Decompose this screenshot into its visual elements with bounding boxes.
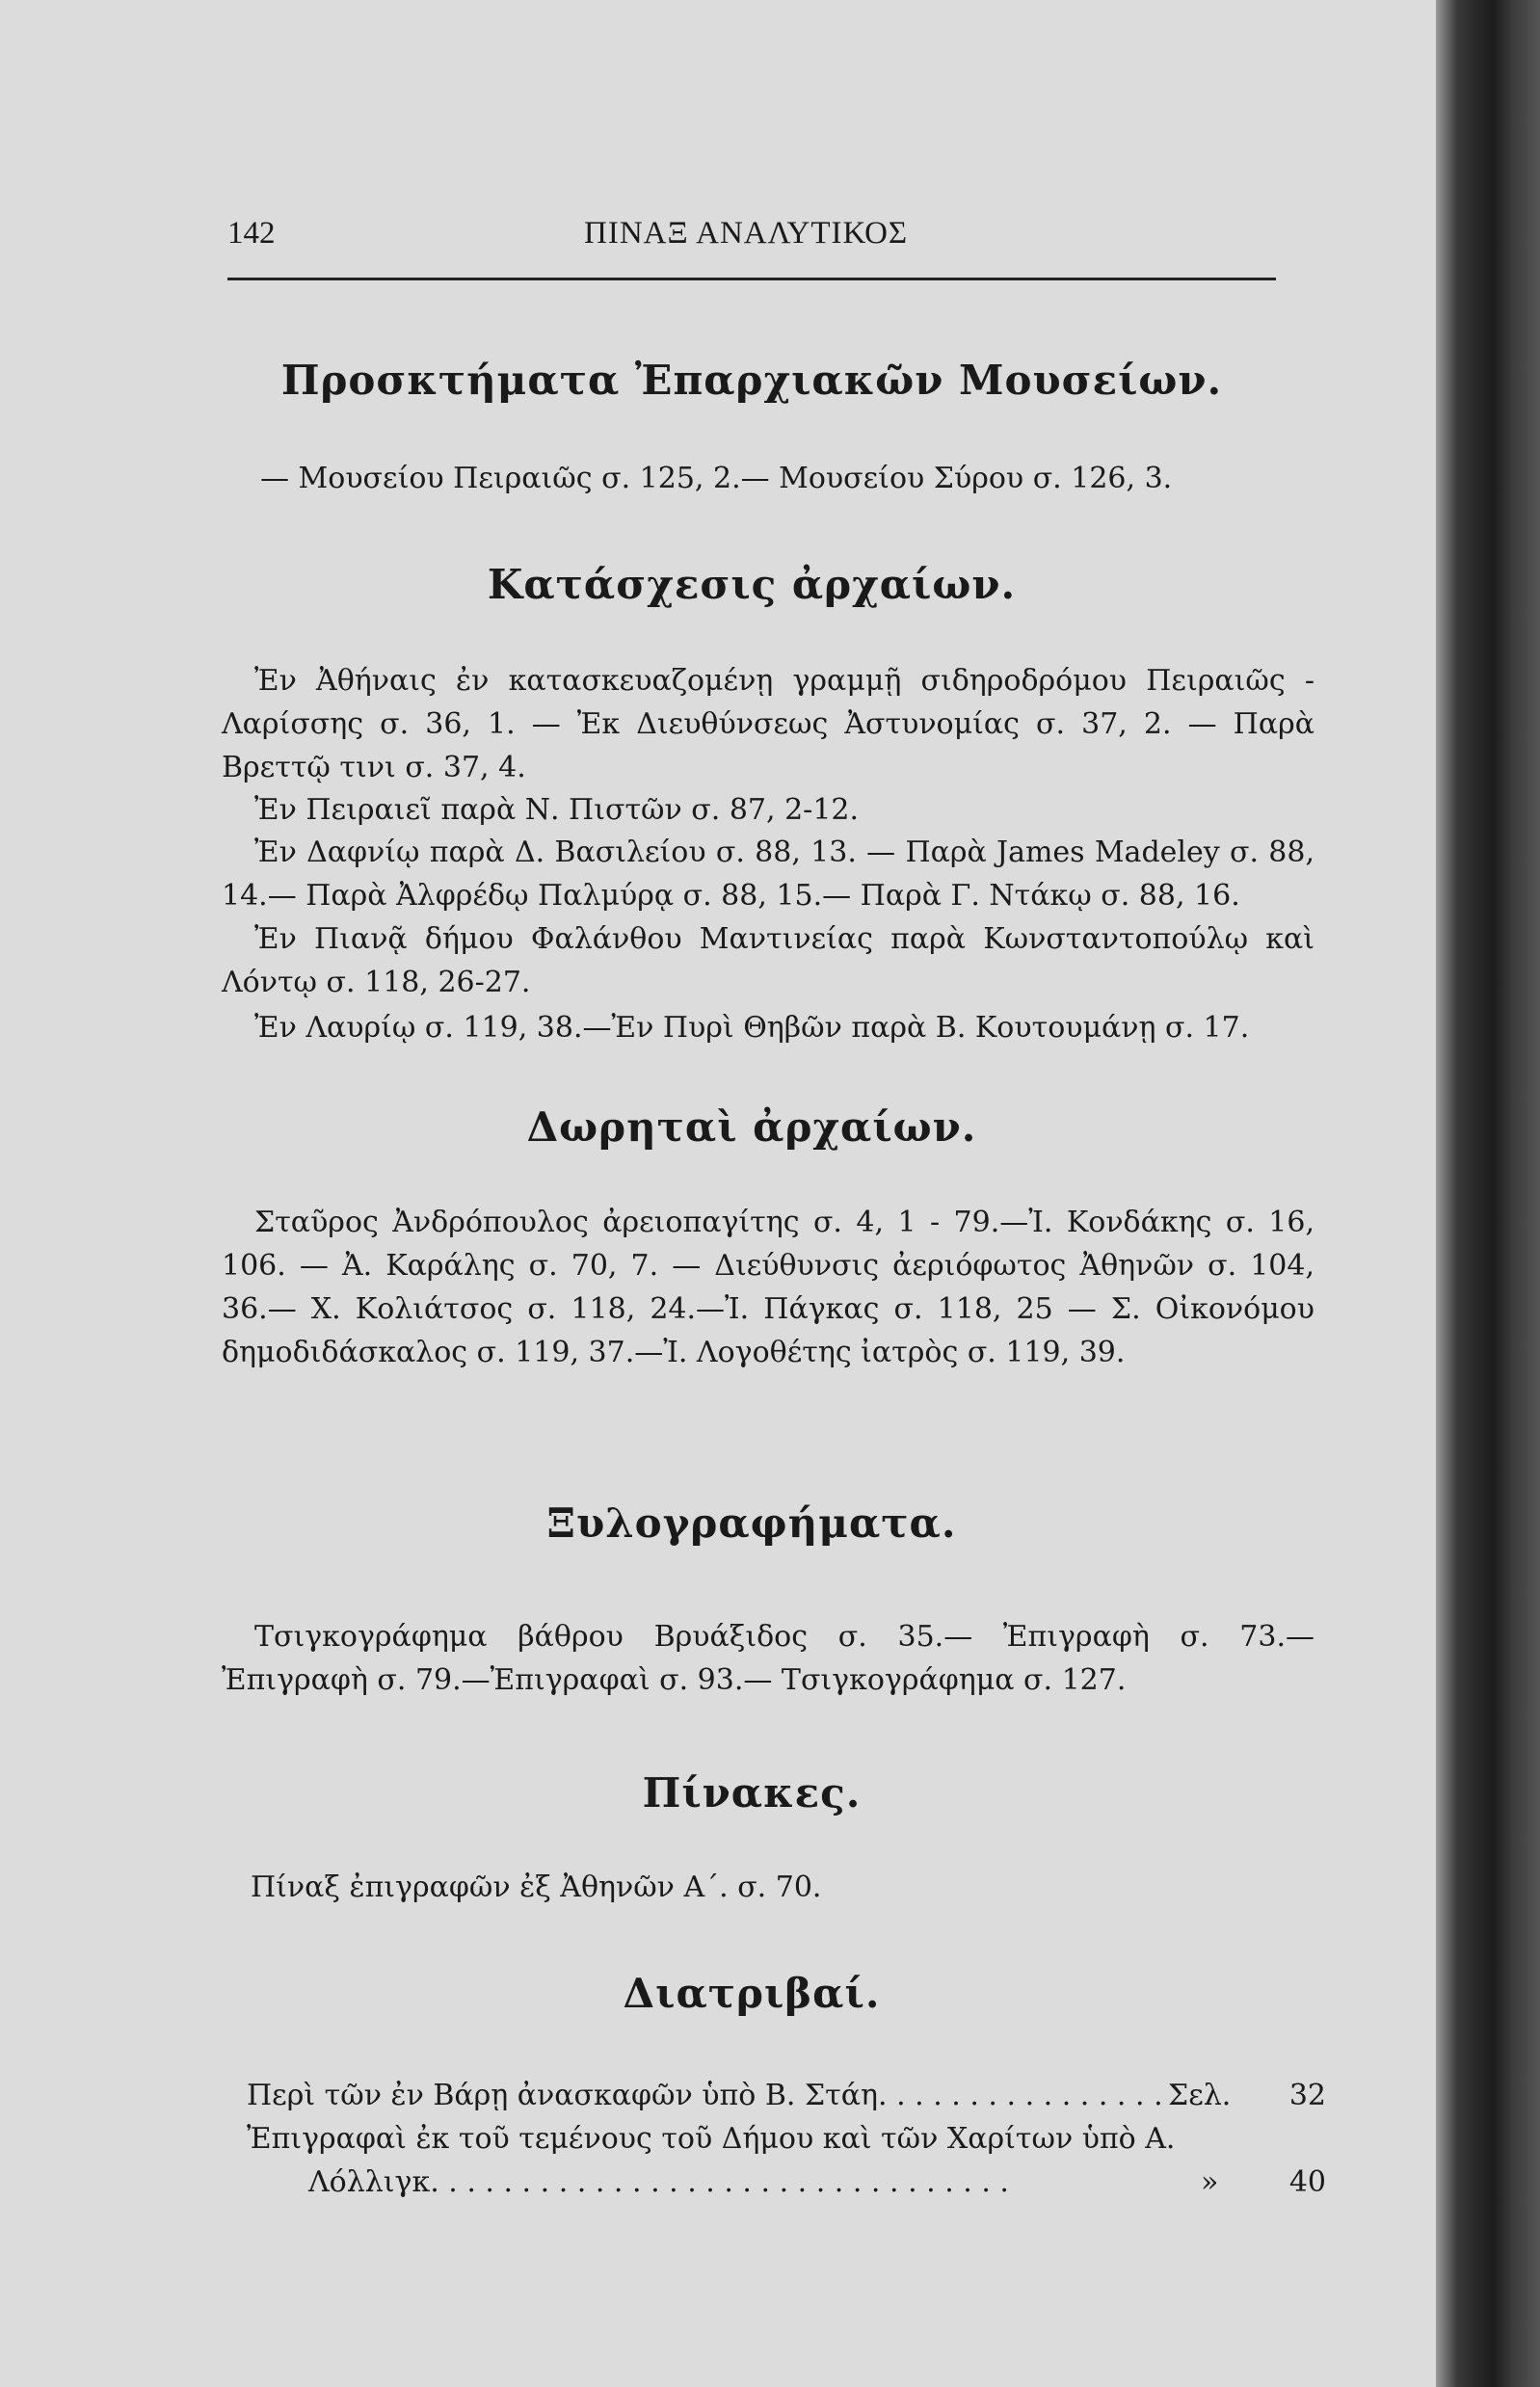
toc-page-number: 32 xyxy=(1288,2079,1326,2112)
section-paragraph: Ἐν Πειραιεῖ παρὰ Ν. Πιστῶν σ. 87, 2-12. xyxy=(254,793,860,827)
section-paragraph: Ἐν Δαφνίῳ παρὰ Δ. Βασιλείου σ. 88, 13. — Παρὰ James Madeley σ. 88, 14.— Παρὰ Ἀλφρέδῳ Παλμύρᾳ σ. 88, 15.— Παρὰ Γ. Ντάκῳ σ. 88, 16. xyxy=(222,835,1314,913)
toc-row xyxy=(247,2117,1326,2161)
toc-page-label: » xyxy=(1201,2165,1219,2199)
page-number: 142 xyxy=(227,216,276,251)
section-paragraph: Ἐν Ἀθήναις ἐν κατασκευαζομένῃ γραμμῇ σιδηροδρόμου Πειραιῶς - Λαρίσσης σ. 36, 1. — Ἐκ Διευθύνσεως Ἀστυνομίας σ. 37, 2. — Παρὰ Βρεττῷ τινι σ. 37, 4. xyxy=(222,664,1314,784)
section-paragraph: Ἐν Λαυρίῳ σ. 119, 38.—Ἐν Πυρὶ Θηβῶν παρὰ Β. Κουτουμάνῃ σ. 17. xyxy=(254,1011,1250,1045)
section-heading: Προσκτήματα Ἐπαρχιακῶν Μουσείων. xyxy=(280,357,1223,404)
toc-entry-title: Περὶ τῶν ἐν Βάρῃ ἀνασκαφῶν ὑπὸ Β. Στάη. . . . . . . . . . . . . . . . xyxy=(247,2079,1163,2112)
section-paragraph: Σταῦρος Ἀνδρόπουλος ἀρειοπαγίτης σ. 4, 1 - 79.—Ἰ. Κονδάκης σ. 16, 106. — Ἀ. Καράλης σ. 70, 7. — Διεύθυνσις ἀεριόφωτος Ἀθηνῶν σ. 104, 36.— Χ. Κολιάτσος σ. 118, 24.—Ἰ. Πάγκας σ. 118, 25 — Σ. Οἰκονόμου δημοδιδάσκαλος σ. 119, 37.—Ἰ. Λογοθέτης ἰατρὸς σ. 119, 39. xyxy=(222,1206,1314,1369)
section-paragraph: — Μουσείου Πειραιῶς σ. 125, 2.— Μουσείου Σύρου σ. 126, 3. xyxy=(260,462,1173,495)
section-heading: Διατριβαί. xyxy=(623,1970,881,2017)
section-heading: Ξυλογραφήματα. xyxy=(546,1499,957,1547)
header-rule xyxy=(227,278,1276,280)
toc-row xyxy=(247,2161,1326,2204)
toc-row xyxy=(247,2074,1326,2117)
book-spine xyxy=(1436,0,1540,2387)
section-heading: Κατάσχεσις ἀρχαίων. xyxy=(487,561,1017,608)
section-paragraph: Ἐν Πιανᾷ δήμου Φαλάνθου Μαντινείας παρὰ Κωνσταντοπούλῳ καὶ Λόντῳ σ. 118, 26-27. xyxy=(222,922,1314,999)
section-heading: Δωρηταὶ ἀρχαίων. xyxy=(526,1103,977,1151)
table-of-contents xyxy=(247,2074,1326,2204)
section-heading: Πίνακες. xyxy=(642,1769,862,1817)
section-paragraph: Τσιγκογράφημα βάθρου Βρυάξιδος σ. 35.— Ἐπιγραφὴ σ. 73.— Ἐπιγραφὴ σ. 79.—Ἐπιγραφαὶ σ. 93.— Τσιγκογράφημα σ. 127. xyxy=(222,1620,1314,1697)
toc-entry-title: Λόλλιγκ. . . . . . . . . . . . . . . . . . . . . . . . . . . . . . . . xyxy=(308,2165,1009,2199)
section-paragraph: Πίναξ ἐπιγραφῶν ἐξ Ἀθηνῶν Α΄. σ. 70. xyxy=(251,1870,822,1904)
toc-page-label: Σελ. xyxy=(1168,2079,1232,2112)
toc-page-number: 40 xyxy=(1288,2165,1326,2199)
toc-entry-title: Ἐπιγραφαὶ ἐκ τοῦ τεμένους τοῦ Δήμου καὶ τῶν Χαρίτων ὑπὸ Α. xyxy=(247,2122,1176,2156)
running-title: ΠΙΝΑΞ ΑΝΑΛΥΤΙΚΟΣ xyxy=(584,216,909,251)
page-header xyxy=(227,216,1288,262)
